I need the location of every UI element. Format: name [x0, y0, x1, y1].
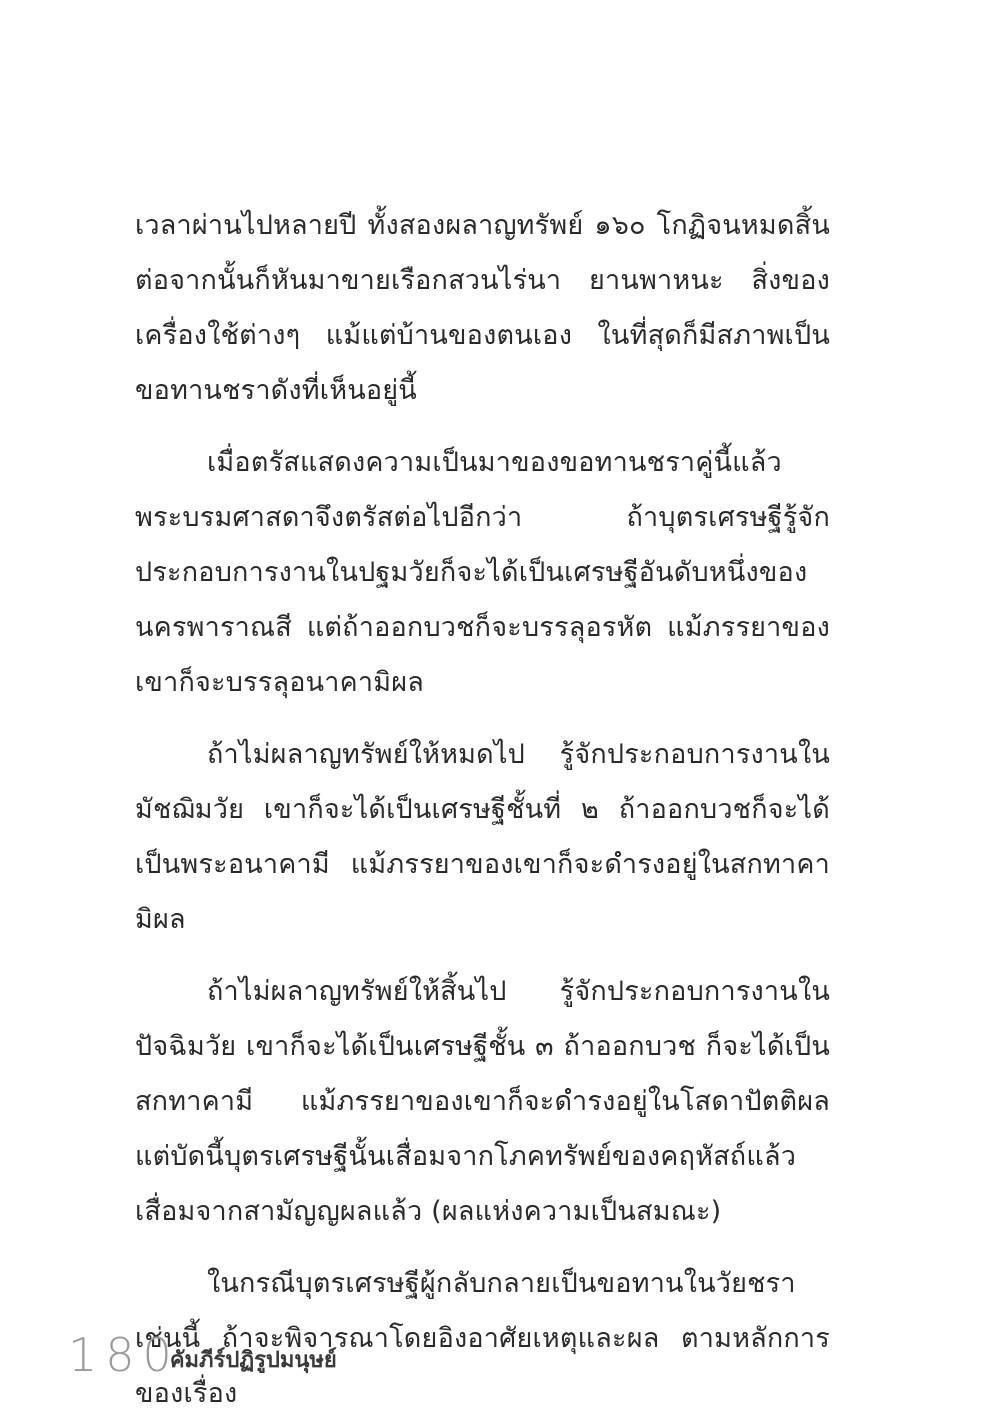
paragraph-3: ถ้าไม่ผลาญทรัพย์ให้หมดไป รู้จักประกอบการงานในมัชฌิมวัย เขาก็จะได้เป็นเศรษฐีชั้นที่ ๒ ถ้าออกบวชก็จะได้เป็นพระอนาคามี แม้ภรรยาของเขาก็จะดำรงอยู่ในสกทาคามิผล	[135, 739, 830, 935]
body-text	[135, 198, 830, 1421]
paragraph-5: ในกรณีบุตรเศรษฐีผู้กลับกลายเป็นขอทานในวัยชราเช่นนี้ ถ้าจะพิจารณาโดยอิงอาศัยเหตุและผล ตามหลักการของเรื่อง	[135, 1268, 830, 1409]
paragraph-2: เมื่อตรัสแสดงความเป็นมาของขอทานชราคู่นี้แล้ว พระบรมศาสดาจึงตรัสต่อไปอีกว่า ถ้าบุตรเศรษฐีรู้จักประกอบการงานในปฐมวัยก็จะได้เป็นเศรษฐีอันดับหนึ่งของนครพาราณสี แต่ถ้าออกบวชก็จะบรรลุอรหัต แม้ภรรยาของเขาก็จะบรรลุอนาคามิผล	[135, 447, 830, 698]
page-footer	[68, 1318, 337, 1382]
page-number: 180	[68, 1328, 180, 1382]
paragraph-1: เวลาผ่านไปหลายปี ทั้งสองผลาญทรัพย์ ๑๖๐ โกฏิจนหมดสิ้น ต่อจากนั้นก็หันมาขายเรือกสวนไร่นา ยานพาหนะ สิ่งของเครื่องใช้ต่างๆ แม้แต่บ้านของตนเอง ในที่สุดก็มีสภาพเป็นขอทานชราดังที่เห็นอยู่นี้	[135, 210, 830, 406]
book-title: คัมภีร์ปฏิรูปมนุษย์	[169, 1348, 337, 1373]
paragraph-4: ถ้าไม่ผลาญทรัพย์ให้สิ้นไป รู้จักประกอบการงานในปัจฉิมวัย เขาก็จะได้เป็นเศรษฐีชั้น ๓ ถ้าออกบวช ก็จะได้เป็นสกทาคามี แม้ภรรยาของเขาก็จะดำรงอยู่ในโสดาปัตติผล แต่บัดนี้บุตรเศรษฐีนั้นเสื่อมจากโภคทรัพย์ของคฤหัสถ์แล้ว เสื่อมจากสามัญญผลแล้ว (ผลแห่งความเป็นสมณะ)	[135, 976, 830, 1227]
